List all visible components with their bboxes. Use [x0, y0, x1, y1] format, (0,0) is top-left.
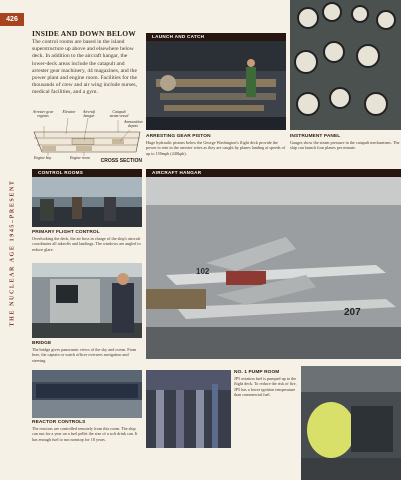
photo-reactor-controls [32, 370, 142, 418]
caption-primary-flight [32, 230, 142, 252]
caption-text: Overlooking the deck, the air boss in charge of the ship's aircraft coordinates all takeoffs and landings. The windows are angled to reduce glare. [32, 235, 141, 252]
label-engine-room: Engine room [70, 156, 90, 160]
photo-primary-flight-control [32, 177, 142, 227]
caption-title: PRIMARY FLIGHT CONTROL [32, 230, 100, 235]
caption-text: JP5 aviation fuel is pumped up to the flight deck. To reduce the risk of fire, JP5 has a lower ignition temperature than commercial fuel. [234, 375, 297, 398]
aircraft-marking-207: 207 [344, 307, 361, 318]
page-number: 426 [0, 13, 24, 26]
label-engine-bay: Engine bay [34, 156, 52, 160]
label-aircraft-hangar: Aircraft hangar [83, 110, 95, 119]
caption-title: BRIDGE [32, 341, 52, 346]
caption-text: The reactors are controlled remotely from this room. The ship can run for a year on a fuel pellet the size of a soft drink can. It has enough fuel to run nonstop for 18 years. [32, 425, 138, 442]
label-ammunition: Ammunition depots [124, 120, 143, 129]
caption-pump-room [234, 370, 300, 398]
cross-section-diagram [32, 108, 142, 164]
caption-text: Gauges show the steam pressure in the catapult mechanisms. The ship can launch four planes per minute. [290, 139, 400, 151]
running-head-text: THE NUCLEAR AGE 1945–PRESENT [9, 179, 16, 326]
section-tag-launch-catch: LAUNCH AND CATCH [146, 33, 286, 41]
photo-aircraft-hangar [146, 177, 401, 359]
caption-title: NO. 1 PUMP ROOM [234, 370, 280, 375]
caption-title: ARRESTING GEAR PISTON [146, 134, 211, 139]
section-tag-control-rooms: CONTROL ROOMS [32, 169, 142, 177]
caption-text: The bridge gives panoramic views of the sky and ocean. From here, the captain or watch officer oversees navigation and steering. [32, 346, 137, 363]
cross-section-caption: CROSS SECTION [100, 158, 142, 164]
photo-arresting-gear [146, 41, 286, 130]
photo-pump-room [146, 370, 231, 448]
section-tag-aircraft-hangar: AIRCRAFT HANGAR [146, 169, 401, 177]
running-head [1, 30, 23, 475]
caption-instrument-panel [290, 134, 401, 151]
label-arrester: Arrester gear engines [32, 110, 54, 119]
aircraft-marking-102: 102 [196, 267, 210, 276]
caption-arresting-gear [146, 134, 286, 156]
caption-title: INSTRUMENT PANEL [290, 134, 341, 139]
caption-reactor [32, 420, 142, 442]
caption-text: Huge hydraulic pistons below the George Washington's flight deck provide the power to rein in the arrester wires as they are caught by planes landing at speeds of up to 150mph (240kph). [146, 139, 286, 156]
article-intro: The control rooms are based in the island superstructure up above and elsewhere below deck. In addition to the aircraft hangar, the lower-deck areas include the catapult and arrester gear machinery, 44 magazines, and the power plant and engine room. Facilities for the thousands of crew and air wing include nurses, medical facilities, and a gym. [32, 39, 138, 96]
photo-bridge [32, 263, 142, 338]
caption-bridge [32, 341, 142, 363]
photo-engine [301, 366, 401, 480]
photo-instrument-panel [290, 0, 401, 130]
caption-title: REACTOR CONTROLS [32, 420, 86, 425]
article-heading: INSIDE AND DOWN BELOW [32, 29, 137, 38]
label-catapult: Catapult steam vessel [109, 110, 129, 119]
label-elevator: Elevator [62, 110, 76, 114]
